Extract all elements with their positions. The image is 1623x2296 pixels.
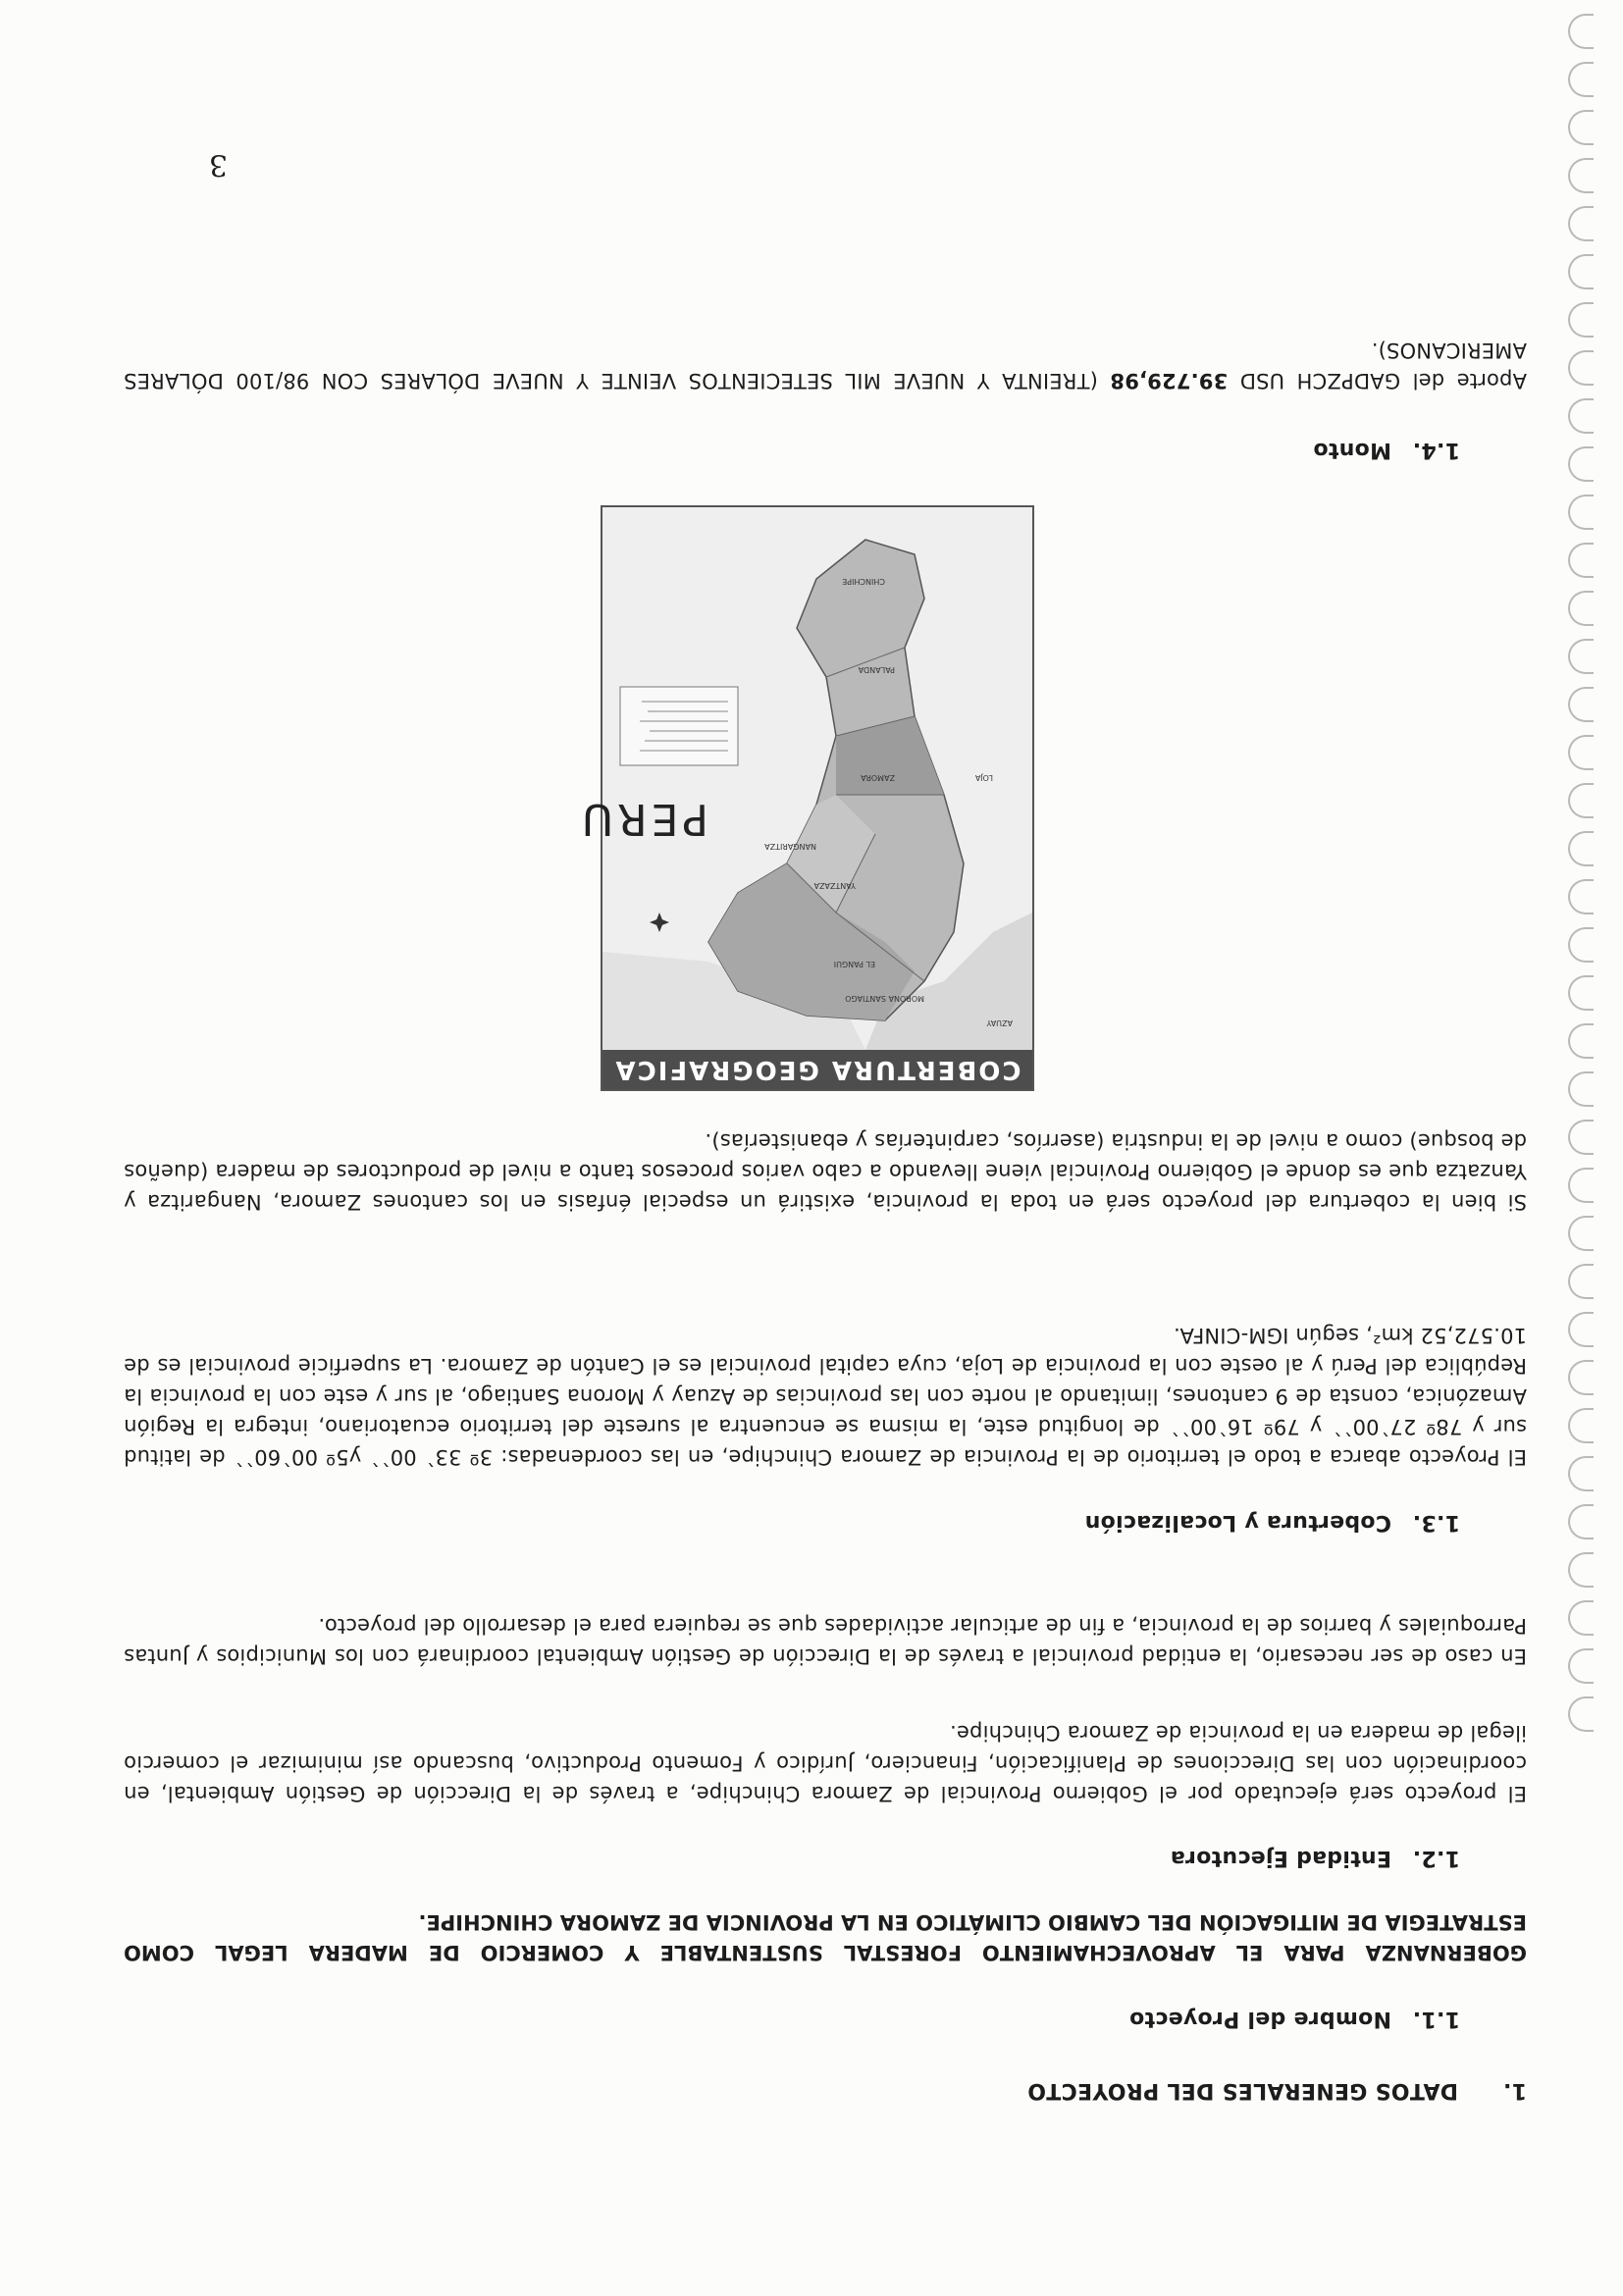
section-number: 1.3. bbox=[1412, 1510, 1460, 1535]
section-number: 1. bbox=[1502, 2078, 1527, 2103]
map-label-morona: MORONA SANTIAGO bbox=[845, 994, 924, 1003]
map-label-palanda: PALANDA bbox=[858, 665, 895, 674]
map-label-loja: LOJA bbox=[974, 773, 993, 782]
section-1-1-heading bbox=[184, 2007, 1460, 2031]
coverage-map bbox=[577, 505, 1034, 1091]
map-graphic bbox=[577, 507, 1032, 1089]
section-title: Cobertura y Localización bbox=[1084, 1510, 1391, 1535]
section-1-4-heading bbox=[184, 438, 1460, 462]
monto-text-after: (TREINTA Y NUEVE MIL SETECIENTOS VEINTE Y NUEVE DÓLARES CON 98/100 DÓLARES AMERICANOS). bbox=[124, 339, 1527, 392]
monto-text-before: Aporte del GADPZCH USD bbox=[1228, 369, 1527, 392]
map-label-zamora: ZAMORA bbox=[861, 773, 895, 782]
entidad-paragraph-2: En caso de ser necesario, la entidad provincial a través de la Dirección de Gestión Ambiental coordinará con los Municipios y Juntas Parroquiales y barrios de la provincia, a fin de articular actividades que se requiera para el desarrollo del proyecto. bbox=[124, 1614, 1527, 1668]
map-legend bbox=[620, 687, 738, 765]
section-1-3-heading bbox=[184, 1510, 1460, 1535]
monto-paragraph bbox=[124, 335, 1527, 395]
cobertura-paragraph-2: Si bien la cobertura del proyecto será en toda la provincia, existirá un especial énfasis en los cantones Zamora, Nangaritza y Yanzatza que es donde el Gobierno Provincial viene llevando a cabo varios procesos tanto a nivel de productores de madera (dueños de bosque) como a nivel de la industria (aserríos, carpinterías y ebanisterías). bbox=[124, 1129, 1527, 1214]
section-1-heading bbox=[133, 2078, 1527, 2103]
section-number: 1.1. bbox=[1412, 2007, 1460, 2031]
section-number: 1.4. bbox=[1412, 438, 1460, 462]
section-title: DATOS GENERALES DEL PROYECTO bbox=[1026, 2078, 1458, 2103]
section-1-2-heading bbox=[184, 1846, 1460, 1870]
entidad-paragraph-1: El proyecto será ejecutado por el Gobierno Provincial de Zamora Chinchipe, a través de la Dirección de Gestión Ambiental, en coordinación con las Direcciones de Planificación, Financiero, Jurídico y Fomento Productivo, buscando así minimizar el comercio ilegal de madera en la provincia de Zamora Chinchipe. bbox=[124, 1721, 1527, 1805]
section-number: 1.2. bbox=[1412, 1846, 1460, 1870]
cobertura-paragraph-1: El Proyecto abarca a todo el territorio de la Provincia de Zamora Chinchipe, en las coordenadas: 3º 33` 00`` y5º 00`60`` de latitud sur y 78º 27`00`` y 79º 16`00`` de longitud este, la misma se encuentra al sureste del territorio ecuatoriano, integra la Región Amazónica, consta de 9 cantones, limitando al norte con las provincias de Azuay y Morona Santiago, al sur y este con la provincia la República del Perú y al oeste con la provincia de Loja, cuya capital provincial es el Cantón de Zamora. La superficie provincial es de 10.572,52 km², según IGM-CINFA. bbox=[124, 1324, 1527, 1469]
page-number: 3 bbox=[208, 147, 228, 182]
map-label-azuay: AZUAY bbox=[986, 1018, 1013, 1027]
map-label-nangaritza: NANGARITZA bbox=[764, 842, 816, 851]
map-label-yantzaza: YANTZAZA bbox=[813, 881, 856, 890]
map-label-chinchipe: CHINCHIPE bbox=[842, 577, 885, 586]
section-title: Nombre del Proyecto bbox=[1128, 2007, 1391, 2031]
map-label-el-pangui: EL PANGUI bbox=[833, 960, 875, 968]
project-name: GOBERNANZA PARA EL APROVECHAMIENTO FORESTAL SUSTENTABLE Y COMERCIO DE MADERA LEGAL COMO ESTRATEGIA DE MITIGACIÓN DEL CAMBIO CLIMÁTICO EN LA PROVINCIA DE ZAMORA CHINCHIPE. bbox=[124, 1910, 1527, 1964]
section-title: Monto bbox=[1313, 438, 1391, 462]
monto-amount: 39.729,98 bbox=[1110, 369, 1229, 392]
section-title: Entidad Ejecutora bbox=[1170, 1846, 1391, 1870]
country-label: PERU bbox=[577, 794, 708, 844]
map-title: COBERTURA GEOGRAFICA bbox=[602, 1050, 1032, 1089]
